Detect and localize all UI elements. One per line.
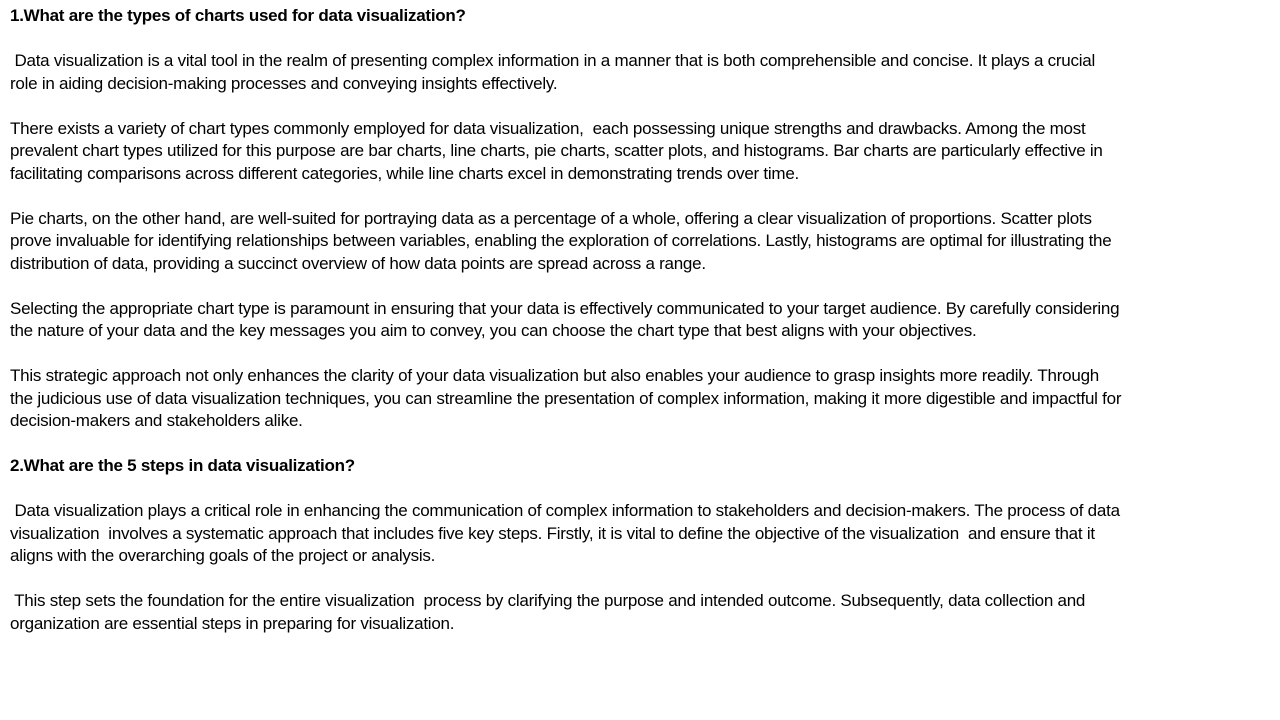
blank-line <box>10 343 1275 366</box>
blank-line <box>10 568 1275 591</box>
paragraph-line: This step sets the foundation for the entire visualization process by clarifying the purpose and intended outcome. Subsequently, data collection and <box>10 591 1086 610</box>
paragraph-line: facilitating comparisons across different categories, while line charts excel in demonstrating trends over time. <box>10 163 800 183</box>
section-heading: 1.What are the types of charts used for data visualization? <box>10 6 466 25</box>
paragraph-line: Data visualization is a vital tool in the realm of presenting complex information in a manner that is both comprehensible and concise. It plays a crucial <box>10 51 1096 70</box>
blank-line <box>10 433 1275 456</box>
blank-line <box>10 28 1275 51</box>
paragraph-line: Selecting the appropriate chart type is paramount in ensuring that your data is effectively communicated to your target audience. By carefully considering <box>10 298 1120 318</box>
paragraph-line: decision-makers and stakeholders alike. <box>10 411 303 430</box>
paragraph-line: distribution of data, providing a succinct overview of how data points are spread across a range. <box>10 253 706 273</box>
document-body <box>10 5 1275 635</box>
blank-line <box>10 478 1275 501</box>
paragraph-line: Data visualization plays a critical role in enhancing the communication of complex information to stakeholders and decision-makers. The process of data <box>10 501 1120 520</box>
paragraph-line: visualization involves a systematic approach that includes five key steps. Firstly, it is vital to define the objective of the visualization and ensure that it <box>10 523 1095 543</box>
paragraph-line: the nature of your data and the key messages you aim to convey, you can choose the chart type that best aligns with your objectives. <box>10 321 977 340</box>
paragraph-line: organization are essential steps in preparing for visualization. <box>10 613 455 633</box>
blank-line <box>10 95 1275 118</box>
paragraph-line: prove invaluable for identifying relationships between variables, enabling the exploration of correlations. Lastly, histograms are optimal for illustrating the <box>10 231 1112 250</box>
section-heading: 2.What are the 5 steps in data visualization? <box>10 456 355 475</box>
paragraph-line: Pie charts, on the other hand, are well-suited for portraying data as a percentage of a whole, offering a clear visualization of proportions. Scatter plots <box>10 208 1092 228</box>
paragraph-line: aligns with the overarching goals of the project or analysis. <box>10 546 436 565</box>
paragraph-line: This strategic approach not only enhances the clarity of your data visualization but also enables your audience to grasp insights more readily. Through <box>10 366 1099 385</box>
blank-line <box>10 185 1275 208</box>
paragraph-line: the judicious use of data visualization techniques, you can streamline the presentation of complex information, making it more digestible and impactful for <box>10 388 1122 408</box>
blank-line <box>10 275 1275 298</box>
paragraph-line: role in aiding decision-making processes and conveying insights effectively. <box>10 73 558 93</box>
paragraph-line: prevalent chart types utilized for this purpose are bar charts, line charts, pie charts, scatter plots, and histograms. Bar charts are particularly effective in <box>10 141 1103 160</box>
paragraph-line: There exists a variety of chart types commonly employed for data visualization, each possessing unique strengths and drawbacks. Among the most <box>10 118 1086 138</box>
